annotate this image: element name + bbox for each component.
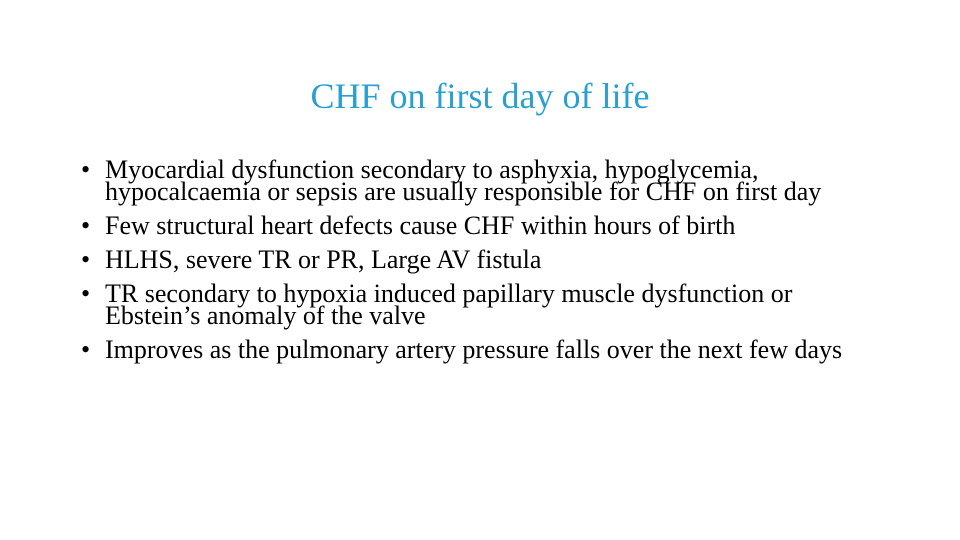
bullet-item <box>81 335 881 364</box>
bullet-item <box>81 155 881 206</box>
bullet-item <box>81 211 881 240</box>
bullet-text: Myocardial dysfunction secondary to asphyxia, hypoglycemia, hypocalcaemia or sepsis are usually responsible for CHF on first day <box>105 155 822 206</box>
bullet-list <box>81 155 881 373</box>
bullet-item <box>81 245 881 274</box>
bullet-marker-icon: • <box>81 279 91 308</box>
bullet-marker-icon: • <box>81 211 91 240</box>
bullet-text: Few structural heart defects cause CHF within hours of birth <box>105 211 736 240</box>
bullet-text: Improves as the pulmonary artery pressure falls over the next few days <box>105 335 843 364</box>
bullet-marker-icon: • <box>81 245 91 274</box>
bullet-marker-icon: • <box>81 155 91 184</box>
slide-title: CHF on first day of life <box>310 76 650 116</box>
bullet-item <box>81 279 881 330</box>
bullet-text: TR secondary to hypoxia induced papillary muscle dysfunction or Ebstein’s anomaly of the valve <box>105 279 793 330</box>
bullet-marker-icon: • <box>81 335 91 364</box>
bullet-text: HLHS, severe TR or PR, Large AV fistula <box>105 245 542 274</box>
